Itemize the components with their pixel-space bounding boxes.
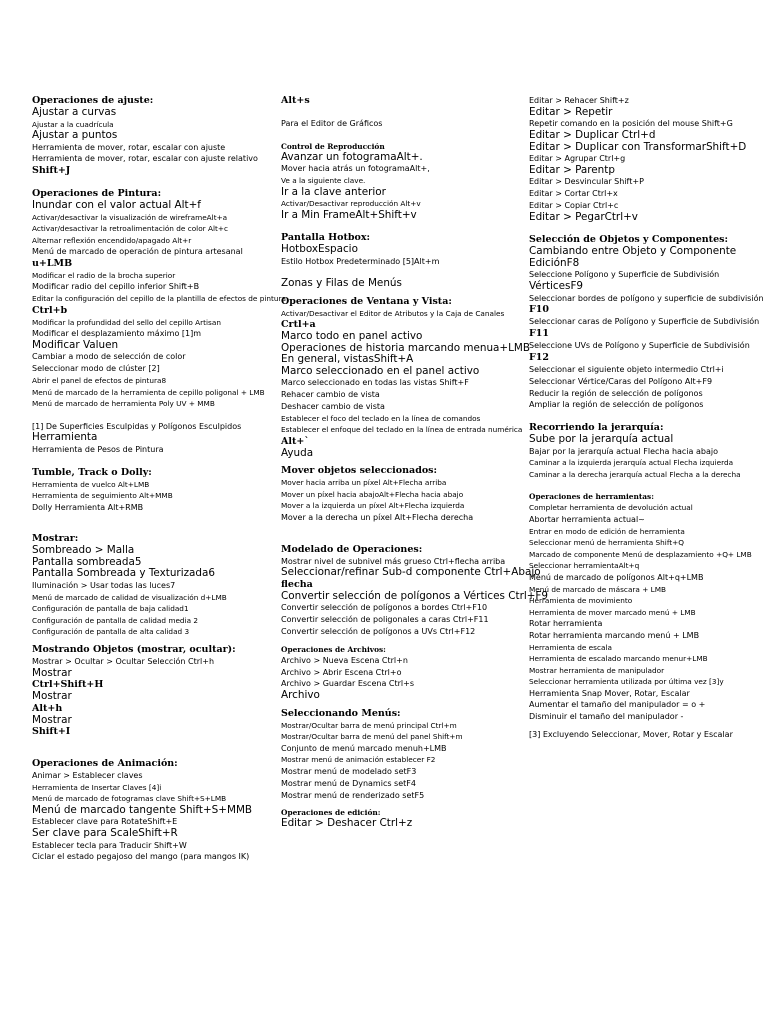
section-heading: Shift+J (32, 165, 71, 177)
shortcut-line: Sombreado > Malla (32, 544, 135, 557)
shortcut-line: Seleccionar herramienta utilizada por última vez [3]y (529, 677, 724, 687)
section-heading: Shift+I (32, 726, 71, 738)
section-heading: Operaciones de Archivos: (281, 644, 386, 654)
shortcut-line: Menú de marcado de polígonos Alt+q+LMB (529, 572, 704, 582)
section-heading: Mostrar: (32, 533, 79, 545)
section-heading: Operaciones de ajuste: (32, 95, 154, 106)
section-heading: F11 (529, 328, 549, 340)
shortcut-line: Herramienta de vuelco Alt+LMB (32, 479, 150, 489)
shortcut-line: Mostrar menú de modelado setF3 (281, 766, 417, 776)
shortcut-line: Para el Editor de Gráficos (281, 119, 383, 128)
shortcut-line: Menú de marcado de la herramienta de cepillo poligonal + LMB (32, 387, 265, 397)
shortcut-line: Establecer clave para RotateShift+E (32, 817, 178, 827)
shortcut-line: Mostrar menú de renderizado setF5 (281, 790, 425, 800)
shortcut-line: Menú de marcado de fotogramas clave Shift+S+LMB (32, 794, 227, 804)
section-heading: Modelado de Operaciones: (281, 543, 423, 555)
section-heading: F10 (529, 304, 549, 316)
spacer (32, 177, 272, 188)
shortcut-line: Ve a la siguiente clave. (281, 176, 366, 186)
shortcut-line: Herramienta de movimiento (529, 596, 633, 606)
section-heading: Operaciones de herramientas: (529, 492, 654, 502)
shortcut-line: Editar > Agrupar Ctrl+g (529, 154, 626, 164)
shortcut-line: Modificar Valuen (32, 338, 119, 351)
spacer (32, 738, 272, 758)
section-heading: Mover objetos seleccionados: (281, 465, 438, 477)
shortcut-line: Archivo > Nueva Escena Ctrl+n (281, 655, 408, 665)
shortcut-line: Herramienta Snap Mover, Rotar, Escalar (529, 688, 690, 698)
shortcut-line: Ajustar a curvas (32, 106, 117, 118)
shortcut-line: Mostrar (32, 713, 72, 726)
shortcut-line: Herramienta de escalado marcando menur+LMB (529, 654, 708, 664)
section-heading: Alt+s (281, 95, 310, 106)
shortcut-line: Archivo (281, 689, 320, 702)
shortcut-line: Configuración de pantalla de calidad media 2 (32, 615, 199, 625)
shortcut-line: HotboxEspacio (281, 243, 358, 256)
shortcut-line: Editar > Repetir (529, 105, 613, 118)
shortcut-line: Rehacer cambio de vista (281, 390, 380, 400)
shortcut-line: Cambiar a modo de selección de color (32, 352, 186, 362)
shortcut-line: Modificar la profundidad del sello del cepillo Artisan (32, 317, 221, 327)
shortcut-line: Mostrar > Ocultar > Ocultar Selección Ctrl+h (32, 656, 215, 666)
section-heading: Recorriendo la jerarquía: (529, 422, 664, 434)
shortcut-line: Herramienta de Insertar Claves [4]i (32, 782, 162, 792)
shortcut-line: Herramienta de mover, rotar, escalar con ajuste (32, 142, 226, 152)
shortcut-line: Zonas y Filas de Menús (281, 277, 402, 290)
shortcut-line: Convertir selección de polígonos a Vértices Ctrl+F9 (281, 589, 549, 602)
section-heading: Seleccionando Menús: (281, 707, 401, 719)
shortcut-line: Aumentar el tamaño del manipulador = o + (529, 700, 706, 710)
shortcut-line: Mover hacia atrás un fotogramaAlt+, (281, 164, 430, 174)
shortcut-line: Mostrar menú de Dynamics setF4 (281, 778, 416, 788)
section-heading: Ctrl+Shift+H (32, 679, 104, 691)
shortcut-line: Herramienta de mover, rotar, escalar con ajuste relativo (32, 154, 258, 164)
shortcut-line: Establecer el foco del teclado en la línea de comandos (281, 413, 481, 423)
section-heading: Operaciones de Ventana y Vista: (281, 295, 452, 307)
shortcut-line: Caminar a la derecha jerarquía actual Flecha a la derecha (529, 469, 741, 479)
shortcut-line: Marco seleccionado en todas las vistas Shift+F (281, 378, 469, 388)
shortcut-line: Ciclar el estado pegajoso del mango (para mangos IK) (32, 852, 250, 862)
shortcut-line: Activar/desactivar la retroalimentación de color Alt+c (32, 224, 228, 234)
shortcut-line: Herramienta de mover marcado menú + LMB (529, 607, 696, 617)
spacer (529, 223, 765, 234)
shortcut-line: Editar > Rehacer Shift+z (529, 96, 629, 105)
shortcut-line: Modificar el desplazamiento máximo [1]m (32, 329, 202, 339)
shortcut-line: Cambiando entre Objeto y Componente (529, 245, 737, 258)
section-heading: Tumble, Track o Dolly: (32, 466, 152, 478)
shortcut-line: Marcado de componente Menú de desplazamiento +Q+ LMB (529, 549, 752, 559)
shortcut-line: Mostrar herramienta de manipulador (529, 665, 665, 675)
shortcut-line: Marco todo en panel activo (281, 330, 423, 343)
shortcut-line: Abortar herramienta actual~ (529, 514, 645, 524)
shortcut-line: Mover un píxel hacia abajoAlt+Flecha hacia abajo (281, 489, 464, 499)
shortcut-line: Repetir comando en la posición del mouse Shift+G (529, 119, 733, 129)
shortcut-line: [1] De Superficies Esculpidas y Polígonos Esculpidos (32, 421, 242, 431)
shortcut-line: Rotar herramienta (529, 619, 603, 629)
section-heading: flecha (281, 578, 313, 590)
shortcut-line: Menú de marcado de operación de pintura artesanal (32, 247, 243, 257)
shortcut-line: Herramienta (32, 431, 98, 444)
shortcut-line: Editar > Desvincular Shift+P (529, 177, 644, 187)
shortcut-line: Completar herramienta de devolución actual (529, 503, 693, 513)
section-heading: Selección de Objetos y Componentes: (529, 234, 728, 246)
spacer (32, 410, 272, 421)
shortcut-line: Ayuda (281, 446, 314, 459)
shortcut-line: Convertir selección de polígonos a UVs Ctrl+F12 (281, 626, 476, 636)
column-middle (281, 95, 549, 830)
shortcut-line: Editar > Deshacer Ctrl+z (281, 817, 413, 830)
shortcut-line: Ir a Min FrameAlt+Shift+v (281, 208, 417, 221)
shortcut-line: Editar la configuración del cepillo de la plantilla de efectos de pintura (32, 294, 286, 304)
shortcut-line: Archivo > Guardar Escena Ctrl+s (281, 679, 414, 689)
shortcut-line: Modificar el radio de la brocha superior (32, 270, 176, 280)
shortcut-line: Activar/Desactivar el Editor de Atributos y la Caja de Canales (281, 308, 505, 318)
shortcut-line: Editar > Duplicar con TransformarShift+D (529, 140, 747, 153)
shortcut-line: Seleccione UVs de Polígono y Superficie de Subdivisión (529, 341, 750, 351)
shortcut-line: Ser clave para ScaleShift+R (32, 827, 178, 840)
shortcut-line: Mostrar (32, 666, 72, 679)
shortcut-line: Editar > Duplicar Ctrl+d (529, 129, 656, 142)
spacer (529, 480, 765, 491)
column-right (529, 95, 765, 741)
spacer (281, 130, 521, 141)
shortcut-line: Activar/desactivar la visualización de wireframeAlt+a (32, 212, 228, 222)
shortcut-line: Editar > Parentp (529, 163, 615, 176)
section-heading: Crtl+a (281, 319, 316, 331)
shortcut-line: Mostrar (32, 690, 72, 703)
shortcut-line: Seleccionar el siguiente objeto intermedio Ctrl+i (529, 364, 724, 374)
shortcut-line: Reducir la región de selección de polígonos (529, 388, 703, 398)
shortcut-line: Inundar con el valor actual Alt+f (32, 199, 201, 212)
shortcut-line: Menú de marcado de calidad de visualización d+LMB (32, 592, 227, 602)
shortcut-line: Configuración de pantalla de alta calidad 3 (32, 627, 190, 637)
shortcut-line: Mover hacia arriba un píxel Alt+Flecha arriba (281, 478, 447, 488)
shortcut-line: Seleccionar menú de herramienta Shift+Q (529, 538, 684, 548)
shortcut-line: Bajar por la jerarquía actual Flecha hacia abajo (529, 446, 718, 456)
section-heading: Operaciones de edición: (281, 808, 381, 818)
shortcut-line: Mostrar/Ocultar barra de menú principal Ctrl+m (281, 720, 457, 730)
shortcut-line: Seleccionar caras de Polígono y Superficie de Subdivisión (529, 317, 760, 327)
shortcut-line: Modificar radio del cepillo inferior Shift+B (32, 282, 200, 292)
shortcut-line: Herramienta de seguimiento Alt+MMB (32, 491, 173, 501)
shortcut-line: EdiciónF8 (529, 256, 580, 269)
shortcut-line: Conjunto de menú marcado menuh+LMB (281, 743, 447, 753)
shortcut-line: Mostrar nivel de subnivel más grueso Ctrl+flecha arriba (281, 556, 506, 566)
section-heading: Pantalla Hotbox: (281, 232, 371, 244)
shortcut-line: Mostrar/Ocultar barra de menú del panel Shift+m (281, 732, 463, 742)
section-heading: Alt+h (32, 702, 63, 714)
section-heading: u+LMB (32, 257, 73, 269)
section-heading: Alt+` (281, 435, 310, 447)
shortcut-line: Avanzar un fotogramaAlt+. (281, 150, 423, 163)
shortcut-line: VérticesF9 (529, 280, 584, 293)
shortcut-line: Pantalla sombreada5 (32, 555, 142, 568)
shortcut-line: Herramienta de escala (529, 642, 612, 652)
shortcut-line: Mover a la izquierda un píxel Alt+Flecha izquierda (281, 501, 465, 511)
shortcut-line: Estilo Hotbox Predeterminado [5]Alt+m (281, 256, 440, 266)
shortcut-line: Convertir selección de poligonales a caras Ctrl+F11 (281, 615, 489, 625)
shortcut-line: Menú de marcado tangente Shift+S+MMB (32, 803, 253, 816)
shortcut-line: Menú de marcado de máscara + LMB (529, 584, 667, 594)
shortcut-line: Seleccione Polígono y Superficie de Subdivisión (529, 270, 720, 280)
section-heading: Operaciones de Animación: (32, 758, 178, 770)
spacer (281, 524, 521, 544)
shortcut-line: Seleccionar modo de clúster [2] (32, 364, 160, 374)
shortcut-line: [3] Excluyendo Seleccionar, Mover, Rotar y Escalar (529, 730, 733, 740)
spacer (32, 456, 272, 467)
shortcut-line: Ajustar a puntos (32, 129, 118, 141)
shortcut-line: Disminuir el tamaño del manipulador - (529, 712, 684, 722)
shortcut-line: Dolly Herramienta Alt+RMB (32, 502, 144, 512)
shortcut-line: Herramienta de Pesos de Pintura (32, 444, 164, 454)
shortcut-line: Seleccionar bordes de polígono y superficie de subdivisión (529, 293, 764, 303)
shortcut-line: Configuración de pantalla de baja calidad1 (32, 604, 189, 614)
shortcut-line: Editar > Copiar Ctrl+c (529, 200, 619, 210)
shortcut-line: Abrir el panel de efectos de pintura8 (32, 376, 167, 386)
shortcut-line: Sube por la jerarquía actual (529, 433, 674, 446)
shortcut-line: Mostrar menú de animación establecer F2 (281, 755, 436, 765)
shortcut-line: Activar/Desactivar reproducción Alt+v (281, 199, 421, 209)
shortcut-line: Operaciones de historia marcando menua+LMB (281, 341, 530, 354)
shortcut-line: Editar > Cortar Ctrl+x (529, 189, 618, 199)
spacer (529, 411, 765, 422)
shortcut-line: Marco seleccionado en el panel activo (281, 364, 480, 377)
shortcut-line: Pantalla Sombreada y Texturizada6 (32, 567, 215, 580)
shortcut-line: Archivo > Abrir Escena Ctrl+o (281, 667, 402, 677)
shortcut-line: Establecer tecla para Traducir Shift+W (32, 840, 187, 850)
shortcut-line: Caminar a la izquierda jerarquía actual Flecha izquierda (529, 458, 734, 468)
shortcut-line: Convertir selección de polígonos a bordes Ctrl+F10 (281, 603, 488, 613)
shortcut-line: Mover a la derecha un píxel Alt+Flecha derecha (281, 512, 474, 522)
spacer (32, 513, 272, 533)
spacer (281, 221, 521, 232)
shortcut-line: Ampliar la región de selección de polígonos (529, 400, 704, 410)
section-heading: Operaciones de Pintura: (32, 188, 162, 200)
shortcut-line: Editar > PegarCtrl+v (529, 210, 638, 223)
shortcut-line: Seleccionar herramientaAlt+q (529, 561, 640, 571)
shortcut-line: Menú de marcado de herramienta Poly UV + MMB (32, 399, 215, 409)
shortcut-line: Entrar en modo de edición de herramienta (529, 526, 685, 536)
section-heading: Control de Reproducción (281, 141, 385, 151)
shortcut-line: Ajustar a la cuadrícula (32, 119, 114, 129)
shortcut-line: Seleccionar Vértice/Caras del Polígono Alt+F9 (529, 376, 713, 386)
shortcut-line: En general, vistasShift+A (281, 353, 414, 366)
shortcut-line: Alternar reflexión encendido/apagado Alt+r (32, 235, 192, 245)
shortcut-line: Iluminación > Usar todas las luces7 (32, 580, 176, 590)
column-left (32, 95, 286, 863)
spacer (281, 107, 521, 118)
section-heading: Ctrl+b (32, 304, 68, 316)
section-heading: F12 (529, 351, 549, 363)
shortcut-line: Ir a la clave anterior (281, 185, 386, 198)
shortcut-line: Seleccionar/refinar Sub-d componente Ctrl+Abajo (281, 566, 541, 579)
shortcut-line: Deshacer cambio de vista (281, 401, 385, 411)
shortcut-line: Rotar herramienta marcando menú + LMB (529, 630, 700, 640)
shortcut-line: Animar > Establecer claves (32, 771, 143, 781)
section-heading: Mostrando Objetos (mostrar, ocultar): (32, 643, 236, 655)
shortcut-line: Establecer el enfoque del teclado en la línea de entrada numérica (281, 425, 523, 435)
